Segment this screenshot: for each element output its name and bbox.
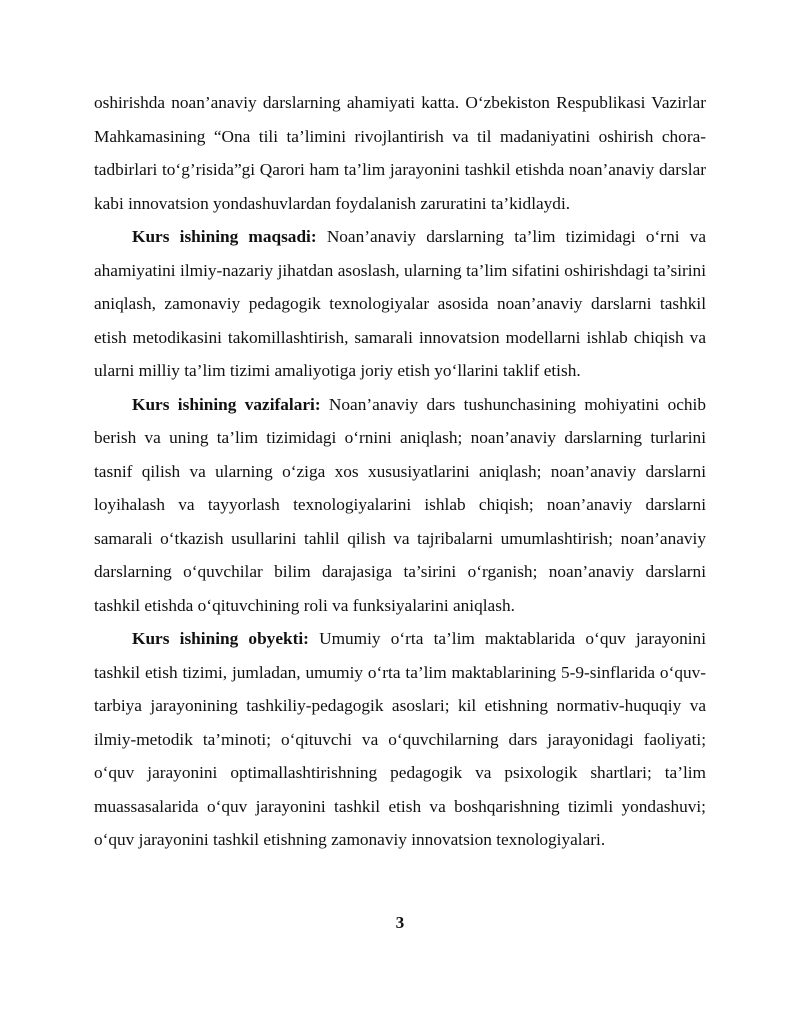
paragraph-text: Noan’anaviy dars tushunchasining mohiyatini ochib berish va uning ta’lim tizimidagi o‘rnini aniqlash; noan’anaviy darslarning turlarini tasnif qilish va ularning o‘ziga xos xususiyatlarini aniqlash; noan’anaviy darslarni loyihalash va tayyorlash texnologiyalarini ishlab chiqish; noan’anaviy darslarni samarali o‘tkazish usullarini tahlil qilish va tajribalarni umumlashtirish; noan’anaviy darslarning o‘quvchilar bilim darajasiga ta’sirini o‘rganish; noan’anaviy darslarni tashkil etishda o‘qituvchining roli va funksiyalarini aniqlash. (94, 394, 706, 615)
paragraph-object (94, 622, 706, 857)
paragraph-heading: Kurs ishining obyekti: (132, 629, 309, 648)
paragraph-text: oshirishda noan’anaviy darslarning ahamiyati katta. O‘zbekiston Respublikasi Vazirlar Mahkamasining “Ona tili ta’limini rivojlantirish va til madaniyatini oshirish chora-tadbirlari to‘g’risida”gi Qarori ham ta’lim jarayonini tashkil etishda noan’anaviy darslar kabi innovatsion yondashuvlardan foydalanish zaruratini ta’kidlaydi. (94, 93, 706, 213)
paragraph-text: Noan’anaviy darslarning ta’lim tizimidagi o‘rni va ahamiyatini ilmiy-nazariy jihatdan asoslash, ularning ta’lim sifatini oshirishdagi ta’sirini aniqlash, zamonaviy pedagogik texnologiyalar asosida noan’anaviy darslarni tashkil etish metodikasini takomillashtirish, samarali innovatsion modellarni ishlab chiqish va ularni milliy ta’lim tizimi amaliyotiga joriy etish yo‘llarini taklif etish. (94, 227, 707, 380)
paragraph-heading: Kurs ishining maqsadi: (132, 227, 317, 246)
page-number: 3 (395, 913, 405, 932)
paragraph-tasks (94, 388, 706, 623)
paragraph-continuation (94, 86, 706, 220)
paragraph-goal (94, 220, 706, 388)
paragraph-text: Umumiy o‘rta ta’lim maktablarida o‘quv jarayonini tashkil etish tizimi, jumladan, umumiy o‘rta ta’lim maktablarining 5-9-sinflarida o‘quv-tarbiya jarayonining tashkiliy-pedagogik asoslari; kil etishning normativ-huquqiy va ilmiy-metodik ta’minoti; o‘qituvchi va o‘quvchilarning dars jarayonidagi faoliyati; o‘quv jarayonini optimallashtirishning pedagogik va psixologik shartlari; ta’lim muassasalarida o‘quv jarayonini tashkil etish va boshqarishning tizimli yondashuvi; o‘quv jarayonini tashkil etishning zamonaviy innovatsion texnologiyalari. (94, 629, 706, 849)
document-body (94, 86, 706, 857)
paragraph-heading: Kurs ishining vazifalari: (132, 394, 321, 414)
